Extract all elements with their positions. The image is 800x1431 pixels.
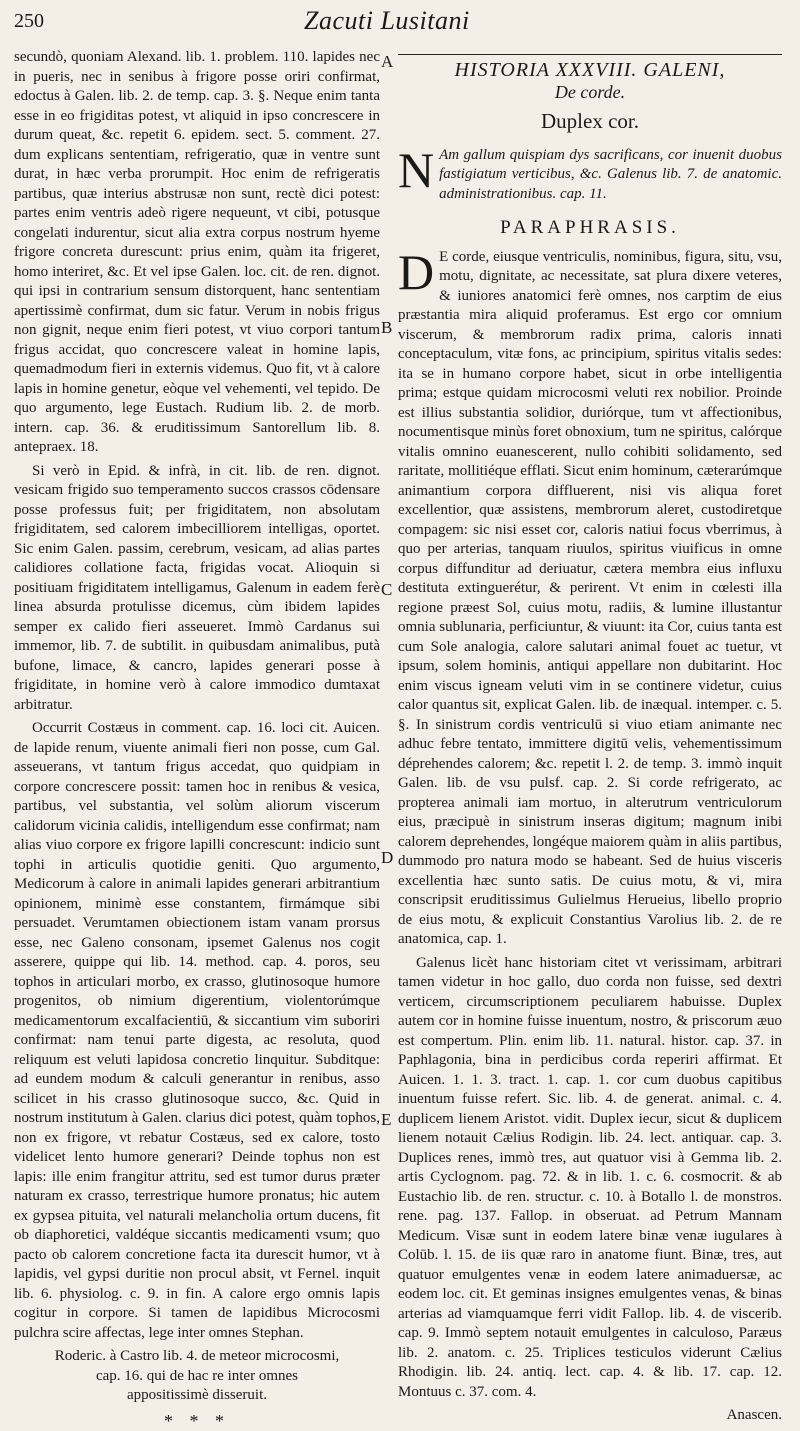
- left-paragraph: Occurrit Costæus in comment. cap. 16. loci cit. Auicen. de lapide renum, viuente animali fieri non posse, cum Gal. asseuerans, vt tantum frigus accedat, quo quidpiam in corpore concrescere possit: tamen hoc in renibus & vesica, partibus, vel substantia, vel solùm aliorum viscerum calidorum vicinia calidis, intelligendum esse confirmat; nam alias viuo corpore ex frigore lapilli concrescunt: indicio sunt tophi in articulis quotidie geniti. Quo argumento, Medicorum à calore in animali lapides generari arbitrantium opinionem, minimè esse constantem, firmámque sibi persuadet. Verumtamen obiectionem istam vanam prorsus esse, nec Galeno consonam, ipsemet Galenus nos cogit asserere, quippe qui lib. 14. method. cap. 4. poros, seu tophos in articulari morbo, ex crasso, glutinosoque humore progenitos, ob nimium digerentium, violentorúmque medicamentorum excalfacientiū, & siccantium vim suboriri confirmat: nam tenui parte digesta, ac resoluta, quod reliquum est veluti lapidosa concretio linquitur. Subditque: ad eundem modum & calculi generantur in renibus, asso scilicet in his crasso glutinosoque succo, &c. Quid in nostrum institutum à Galen. clarius dici potest, quàm tophos, non ex frigore, vt rebatur Costæus, sed ex calore, tosto videlicet lento humore generari? Deinde tophus non est lapis: ille enim frangitur attritu, sed est tumor durus præter naturam ex crasso, terrestrique humore pronatus; hic autem ex gypsea pituita, vel naturali melancholia ortum ducens, fit ob diaphoretici, valdéque siccantis medicamenti vsum; quo pacto ob calorem concretione facta ita durescit humor, vt à lapidis, vel gypsi duritie non procul absit, vt Fernel. inquit lib. 6. physiolog. c. 9. in fin. A calore ergo omnis lapis cogitur in corpore. Si tamen de lapidibus Microcosmi pulchra scire affectas, lege inter omnes Stephan.: [14, 719, 380, 1343]
- history-title: HISTORIA XXXVIII. GALENI,: [398, 61, 782, 81]
- margin-letter-e: E: [381, 1110, 391, 1130]
- quote-dropcap: N: [398, 148, 434, 192]
- catchword: Anascen.: [398, 1406, 782, 1426]
- closing-line: appositissimè disseruit.: [14, 1386, 380, 1406]
- left-paragraph: secundò, quoniam Alexand. lib. 1. problem. 110. lapides nec in pueris, nec in senibus à frigore posse oriri confirmat, edoctus à Galen. lib. 2. de temp. cap. 3. §. Neque enim tanta esse in eo frigiditas potest, vt aliquid in ipso concrescere in durum queat, &c. repetit 6. epidem. sect. 5. comment. 27. dum explicans sententiam, refrigeratio, quæ in ventre sunt durat, in hæc verba prorumpit. Hoc enim de refrigeratis partibus, quæ interius abstrusæ non sunt, rectè dici potest: partes enim ventris adeò rigere nequeunt, vt cibi, potusque congelati indurentur, sicut alia extra corpus nostrum hyeme frigore concreta durescunt: prius enim, quàm ita frigeret, homo interiret, &c. Et vel ipse Galen. loc. cit. de ren. dignot. qui ipsi in contrarium sensum distorquent, hanc sententiam apertissimè confirmat, dum sic fatur. Verum in nobis frigus non gignit, neque enim fieri potest, vt viuo corpori tantum frigus accidat, quo concrescere valeat in homine lapis, quemadmodum fieri in externis videmus. Quo fit, vt à calore lapis in homine genetur, eòque vel vehementi, vel tepido. De quo argumento, lege Eustach. Rudium lib. 2. de morb. intern. cap. 36. & eruditissimum Santorellum lib. 8. antepraex. 18.: [14, 48, 380, 458]
- margin-letter-b: B: [381, 318, 392, 338]
- page-number: 250: [14, 10, 44, 33]
- closing-line: cap. 16. qui de hac re inter omnes: [14, 1367, 380, 1387]
- right-paragraph: [398, 248, 782, 950]
- left-paragraph: Si verò in Epid. & infrà, in cit. lib. de ren. dignot. vesicam frigido suo temperamento succos crassos cōdensare posse professus fuit; per frigiditatem, non absolutam frigiditatem, sed calorem imbecilliorem intelligas, oportet. Sic enim Galen. passim, cerebrum, vesicam, ad alias partes calidiores collatione facta, frigidas vocat. Alioquin si positiuam frigiditatem intelligamus, Galenum in eadem ferè linea absurda protulisse dicemus, cùm ibidem lapides semper ex calido fieri asseueret. Immò Cardanus sui immemor, lib. 7. de subtilit. in quibusdam animalibus, putà bufone, limace, & cancro, lapides generari posse à frigiditate, in homine verò à calore immodico dumtaxat arbitratur.: [14, 462, 380, 716]
- quote-text: Am gallum quispiam dys sacrificans, cor inuenit duobus fastigiatum verticibus, &c. Galenus lib. 7. de anatomic. administrationibus. cap. 11.: [439, 147, 782, 202]
- history-subtitle: De corde.: [398, 83, 782, 103]
- margin-letter-a: A: [381, 52, 393, 72]
- running-header: [8, 4, 788, 42]
- paraphrasis-text: E corde, eiusque ventriculis, nominibus, figura, situ, vsu, motu, dignitate, ac necessitate, sat plura dixere veteres, & iuniores anatomici ferè omnes, nos carptim de eius præstantia mira aliquid proferamus. Est ergo cor omnium viscerum, & membrorum radix prima, caloris innati conceptaculum, vitæ fons, ac principium, spiritus vitalis sedes: ita se in humano corpore habet, sicut in orbe intelligentia prima; estque quidam microcosmi veluti rex nobilior. Proinde est illius substantia solidior, duriórque, tum vt affectionibus, nocumentisque minùs foret obnoxium, tum ne spiritus, calórque vitalis omnino euanescerent, nullo cohibiti solidamento, sed raritate, mollitiéque efflati. Sicut enim hominum, cæterarúmque animantium corpora diffluerent, nisi vis aliqua foret excellentior, quæ assistens, membrorum aleret, custodiretque compagem: sic nisi esset cor, caloris natiui focus vberrimus, à quo per arterias, tanquam riuulos, spiritus viuificus in omne corpus diffunditur ad deriuatur, cætera membra eius influxu destituta extinguerétur, & perirent. Vt enim in cœlesti illa regione præest Sol, cuius motu, radiis, & lumine illustantur omnia sublunaria, perficiuntur, & viuunt: ita Cor, cuius tanta est cum Sole analogia, calore salutari animal fouet ac tuetur, vt ipsum, solem hominis, antiqui appellare non dubitarint. Hoc enim viscus igneam veluti vim in se continere videtur, cuius calor quantus sit, explicat Galen. lib. de inæqual. intemper. c. 5. §. In sinistrum cordis ventriculū si viuo etiam animante nec adhuc febre tentato, immittere digitū velis, vehementissimum déprehendes calorem; &c. repetit l. 2. de temp. 3. immò inquit Galen. lib. de vsu pulsf. cap. 2. Si corde refrigerato, ac propterea animali iam mortuo, in alterutrum ventriculorum eius, præcipuè in sinistrum inseras digitum; magnum inibi calorem deprehendes, longéque maiorem quàm in aliis partibus, dummodo pro natura modo se habeant. Sed de huius visceris excellentia hæc sunto satis. De cuius motu, & vi, mira conscripsit eruditissimus Gulielmus Herueius, libello proprio de eius motu, & explicuit Constantius Varolius lib. 2. de re anatomica, cap. 1.: [398, 249, 782, 948]
- right-paragraph: Galenus licèt hanc historiam citet vt verissimam, arbitrari tamen videtur in hoc gallo, duo corda non fuisse, sed dextri verticem, circumscriptionem peculiarem habuisse. Duplex autem cor in homine fuisse inuentum, nostro, & priscorum æuo est compertum. Plin. enim lib. 11. natural. histor. cap. 37. in Paphlagonia, bina in perdicibus corda reperiri affirmat. Et Auicen. 1. 1. 3. tract. 1. cap. 1. cor cum duobus capitibus inuentum fuisse refert. Sic. lib. 4. de generat. animal. c. 4. duplicem lienem Aristot. vidit. Duplex iecur, sicut & duplicem lienem notauit Cælius Rodigin. lib. 24. lect. antiquar. cap. 3. Duplices renes, immò tres, aut quatuor visi à Gemma lib. 2. artis Cyclognom. pag. 72. & in lib. 1. c. 6. cosmocrit. & ab Eustachio lib. de ren. structur. c. 10. à Botallo l. de monstros. rene. pag. 137. Fallop. in obseruat. ad Petrum Mannam Medicum. Visæ sunt in eodem latere binæ venæ iugulares à Colūb. l. 15. de iis quæ raro in anatome fiunt. Binæ, tres, aut quatuor emulgentes venæ in eodem latere animaduersæ, ac eodem loc. cit. Et geminas insignes emulgentes venas, & binas arterias ad viamquamque ferri vidit Fallop. lib. 4. de viscerib. cap. 9. Immò septem notauit emulgentes in calculoso, Paræus lib. 2. anatom. c. 25. Triplices testiculos viderunt Cælius Rhodigin. lib. 24. antiq. lect. cap. 4. & lib. 17. cap. 12. Montuus c. 37. com. 4.: [398, 954, 782, 1403]
- divider: [398, 54, 782, 55]
- running-title: Zacuti Lusitani: [304, 6, 470, 36]
- right-column: [398, 48, 782, 1426]
- section-title: Duplex cor.: [398, 112, 782, 132]
- fleuron-ornament: * * *: [14, 1412, 380, 1431]
- paraphrasis-dropcap: D: [398, 250, 434, 294]
- closing-line: Roderic. à Castro lib. 4. de meteor microcosmi,: [14, 1347, 380, 1367]
- left-column: [14, 48, 380, 1431]
- paraphrasis-title: PARAPHRASIS.: [398, 218, 782, 238]
- margin-letter-d: D: [381, 848, 393, 868]
- quote-paragraph: [398, 146, 782, 205]
- margin-letter-c: C: [381, 580, 392, 600]
